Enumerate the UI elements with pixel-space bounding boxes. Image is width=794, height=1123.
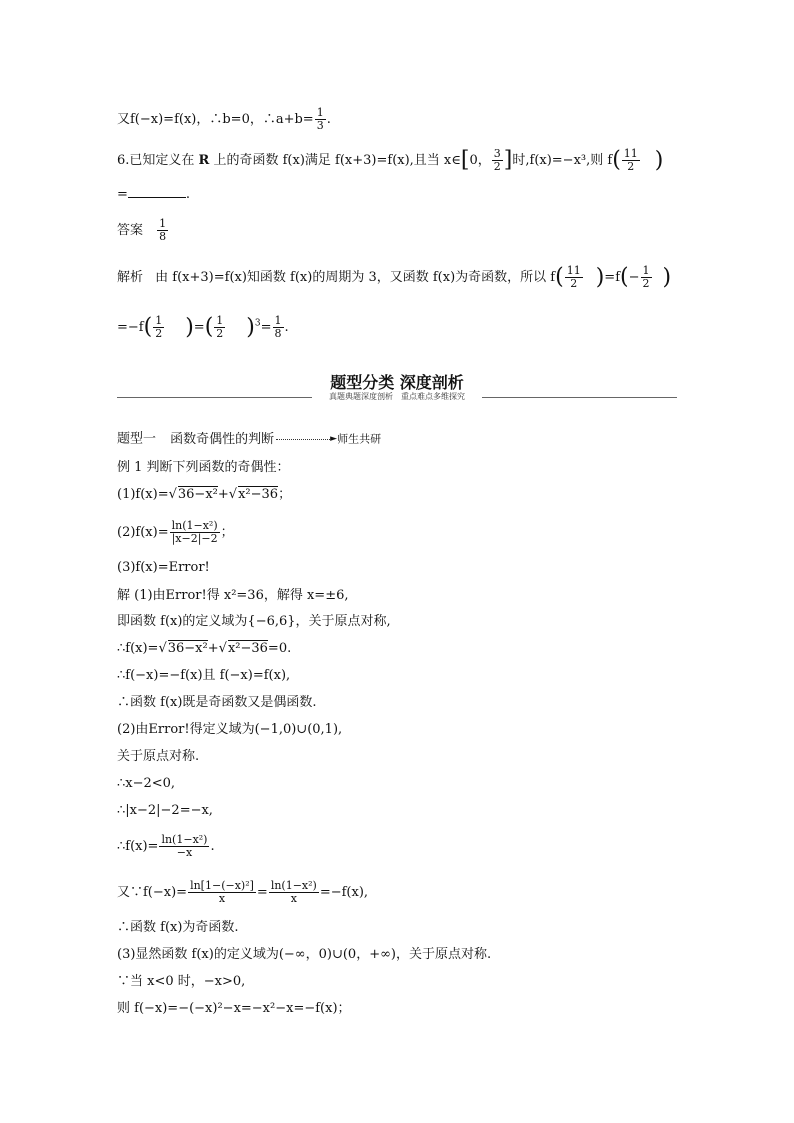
sqrt-icon: √ xyxy=(158,641,167,656)
fraction-num: 1 xyxy=(274,314,282,327)
fraction xyxy=(159,834,209,859)
dotted-leader xyxy=(276,439,330,440)
section-title: 题型分类 深度剖析 xyxy=(330,373,464,392)
analysis-text: 由 f(x+3)=f(x)知函数 f(x)的周期为 3，又函数 f(x)为奇函数，所以 f xyxy=(155,270,556,285)
minus-sign: − xyxy=(628,270,640,285)
left-paren: ( xyxy=(612,147,621,173)
fraction-num: 1 xyxy=(155,314,163,327)
fraction-num: 11 xyxy=(623,147,638,160)
radicand: 36−x² xyxy=(177,487,218,502)
fraction-den: x xyxy=(218,892,226,905)
fraction xyxy=(565,265,583,290)
fraction-den: 8 xyxy=(274,327,282,340)
example-part-3: (3)f(x)=Error! xyxy=(117,560,210,575)
radicand: x²−36 xyxy=(238,487,279,502)
right-paren: ) xyxy=(654,147,664,173)
sol-s10-lhs: ∴f(x)= xyxy=(117,839,159,854)
example-part-2 xyxy=(117,520,234,545)
question-6-line1 xyxy=(117,148,663,173)
section-subtitle-right: 重点难点多维探究 xyxy=(397,392,469,401)
fraction xyxy=(214,315,225,340)
fraction xyxy=(153,315,164,340)
fraction-den: 2 xyxy=(493,160,501,173)
plus-sign: + xyxy=(207,641,219,656)
period: . xyxy=(326,112,331,127)
solution-line-11 xyxy=(117,880,368,905)
arrow-right-icon: ► xyxy=(330,434,338,444)
solution-line-10 xyxy=(117,834,215,859)
solution-line-14: ∵当 x<0 时，−x>0, xyxy=(117,974,246,989)
fraction-den: 2 xyxy=(627,160,635,173)
q6-text-a: 6.已知定义在 xyxy=(117,153,199,168)
fraction-three-halves xyxy=(492,148,503,173)
sol-s11-lhs: 又∵f(−x)= xyxy=(117,885,188,900)
right-paren: ) xyxy=(662,264,672,290)
solution-line-12: ∴函数 f(x)为奇函数. xyxy=(117,920,239,935)
fraction-den: −x xyxy=(176,846,193,859)
solution-line-1: 解 (1)由Error!得 x²=36，解得 x=±6, xyxy=(117,588,349,603)
fraction-one-third xyxy=(315,107,326,132)
equals: = xyxy=(193,320,205,335)
solution-line-4: ∴f(−x)=−f(x)且 f(−x)=f(x), xyxy=(117,668,291,683)
fraction-num: ln(1−x²) xyxy=(161,833,208,846)
fraction xyxy=(269,880,319,905)
fraction-den: 2 xyxy=(570,277,578,290)
fraction-result xyxy=(273,315,284,340)
q6-real-set: R xyxy=(198,153,210,168)
semicolon: ； xyxy=(278,487,292,502)
analysis-line2 xyxy=(117,315,289,340)
fraction-num: 1 xyxy=(159,217,167,230)
right-paren: ) xyxy=(595,264,605,290)
section-subtitle-left: 真题典题深度剖析 xyxy=(325,392,397,401)
fraction xyxy=(170,520,220,545)
problem-type-tag: 师生共研 xyxy=(337,432,382,446)
solution-line-3 xyxy=(117,641,291,657)
solution-line-6: (2)由Error!得定义域为(−1,0)∪(0,1), xyxy=(117,722,343,737)
analysis-text-3: =−f xyxy=(117,320,144,335)
fraction-den: x xyxy=(290,892,297,905)
right-paren: ) xyxy=(185,314,194,340)
semicolon: ； xyxy=(220,525,234,540)
section-subtitle xyxy=(0,391,794,402)
left-paren: ( xyxy=(204,314,214,340)
right-paren: ) xyxy=(246,314,255,340)
plus-sign: + xyxy=(217,487,229,502)
fraction-eleven-halves xyxy=(622,148,640,173)
sqrt-icon: √ xyxy=(168,487,177,502)
sol-s3-end: =0. xyxy=(267,641,292,656)
radicand: x²−36 xyxy=(227,641,268,656)
q6-text-b: 上的奇函数 f(x)满足 f(x+3)=f(x),且当 x∈ xyxy=(209,153,461,168)
solution-line-9: ∴|x−2|−2=−x, xyxy=(117,803,213,818)
fraction-num: 3 xyxy=(493,147,501,160)
answer-fraction xyxy=(157,218,168,243)
q6-equals: = xyxy=(117,187,128,202)
fraction-den: 2 xyxy=(216,327,224,340)
example-part-1 xyxy=(117,487,291,503)
fraction-num: ln(1−x²) xyxy=(170,520,220,533)
solution-line-13: (3)显然函数 f(x)的定义域为(−∞，0)∪(0，+∞)，关于原点对称. xyxy=(117,947,492,962)
analysis-text-2: =f xyxy=(604,270,621,285)
sqrt-icon: √ xyxy=(228,487,238,502)
answer-line xyxy=(117,218,169,243)
problem-type-label: 题型一 xyxy=(117,431,157,447)
analysis-label: 解析 xyxy=(117,270,144,285)
left-paren: ( xyxy=(143,314,153,340)
example-title: 例 1 判断下列函数的奇偶性： xyxy=(117,460,290,475)
fraction-num: 1 xyxy=(316,106,324,119)
fraction-num: 1 xyxy=(642,264,650,277)
left-bracket: [ xyxy=(460,147,470,173)
question-6-line2 xyxy=(117,187,190,203)
prev-answer-text: 又f(−x)=f(x)，∴b=0，∴a+b= xyxy=(117,112,314,127)
fraction-den: 3 xyxy=(316,119,324,132)
fraction-den: 2 xyxy=(155,327,163,340)
fraction-den: |x−2|−2 xyxy=(171,532,218,545)
solution-line-15: 则 f(−x)=−(−x)²−x=−x²−x=−f(x)； xyxy=(117,1001,351,1016)
fraction-den: 8 xyxy=(159,230,167,243)
sol-s3-lhs: ∴f(x)= xyxy=(117,641,159,656)
ex1-p2-lhs: (2)f(x)= xyxy=(117,525,169,540)
fraction-num: 11 xyxy=(566,264,581,277)
exponent: 3 xyxy=(254,318,261,329)
period: . xyxy=(185,187,191,202)
right-bracket: ] xyxy=(503,147,513,173)
fraction xyxy=(641,265,652,290)
left-paren: ( xyxy=(555,264,564,290)
sol-s11-end: =−f(x), xyxy=(319,885,369,900)
sqrt-icon: √ xyxy=(218,641,227,656)
analysis-line1 xyxy=(117,265,671,290)
period: . xyxy=(210,839,215,854)
equals: = xyxy=(260,320,272,335)
q6-interval-start: 0， xyxy=(469,153,491,168)
answer-label: 答案 xyxy=(117,223,144,238)
solution-line-2: 即函数 f(x)的定义域为{−6,6}，关于原点对称, xyxy=(117,614,391,629)
problem-type-name: 函数奇偶性的判断 xyxy=(170,431,275,447)
fraction-num: 1 xyxy=(216,314,224,327)
ex1-p1-lhs: (1)f(x)= xyxy=(117,487,169,502)
fraction xyxy=(188,880,256,905)
fraction-den: 2 xyxy=(642,277,650,290)
prev-answer-line xyxy=(117,107,331,132)
period: . xyxy=(284,320,289,335)
left-paren: ( xyxy=(620,264,629,290)
equals: = xyxy=(256,885,268,900)
solution-line-7: 关于原点对称. xyxy=(117,749,200,764)
answer-blank xyxy=(128,187,186,198)
fraction-num: ln(1−x²) xyxy=(270,879,317,892)
radicand: 36−x² xyxy=(167,641,208,656)
fraction-num: ln[1−(−x)²] xyxy=(190,879,254,892)
solution-line-5: ∴函数 f(x)既是奇函数又是偶函数. xyxy=(117,695,317,710)
problem-type-header xyxy=(117,431,381,448)
solution-line-8: ∴x−2<0, xyxy=(117,776,176,791)
q6-text-c: 时,f(x)=−x³,则 f xyxy=(512,153,613,168)
